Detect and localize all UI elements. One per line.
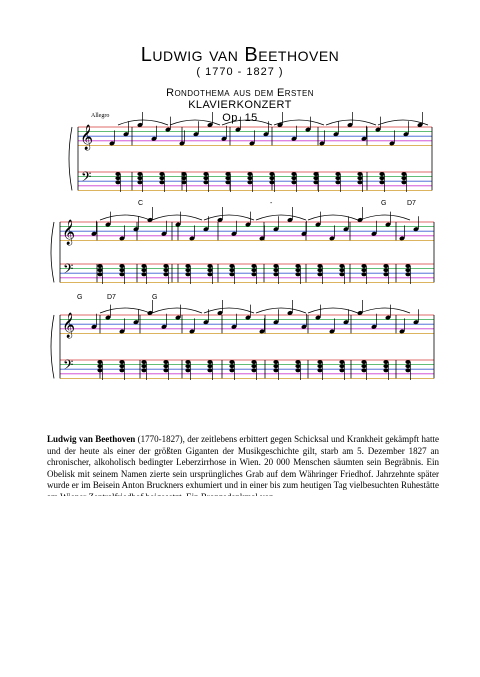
slur (360, 215, 410, 220)
composer-years: ( 1770 - 1827 ) (196, 66, 284, 78)
note-head (163, 360, 168, 364)
slur (204, 215, 254, 220)
note-head (405, 360, 410, 364)
note-head (115, 180, 120, 184)
note-head (229, 368, 234, 372)
note-head (203, 172, 208, 176)
brace (51, 315, 54, 378)
note-head (295, 364, 300, 368)
note-head (291, 176, 296, 180)
note-head (291, 172, 296, 176)
note-head (229, 268, 234, 272)
note-head (159, 180, 164, 184)
note-head (203, 176, 208, 180)
treble-clef-icon: 𝄞 (80, 125, 94, 150)
slurs (100, 120, 428, 313)
note-head (269, 180, 274, 184)
note-head (313, 172, 318, 176)
chord-label: G (77, 294, 83, 301)
note-head (357, 172, 362, 176)
note-head (251, 364, 256, 368)
note-head (251, 268, 256, 272)
note-head (339, 268, 344, 272)
note-head (229, 272, 234, 276)
note-head (207, 264, 212, 268)
note-head (207, 368, 212, 372)
note-head (317, 268, 322, 272)
note-head (97, 360, 102, 364)
note-head (225, 172, 230, 176)
note-head (273, 360, 278, 364)
note-head (361, 272, 366, 276)
note-head (163, 264, 168, 268)
note-head (295, 272, 300, 276)
note-head (401, 176, 406, 180)
note-head (185, 268, 190, 272)
note-head (295, 268, 300, 272)
note-head (163, 268, 168, 272)
chord-label: G (381, 200, 387, 207)
note-head (339, 272, 344, 276)
piece-subtitle: Rondothema aus dem Ersten (166, 87, 314, 99)
note-head (137, 172, 142, 176)
note-head (163, 364, 168, 368)
note-head (207, 272, 212, 276)
note-head (119, 360, 124, 364)
note-head (317, 368, 322, 372)
note-head (119, 368, 124, 372)
slur (308, 215, 358, 220)
note-head (97, 364, 102, 368)
bass-clef-icon: 𝄢 (63, 261, 74, 280)
note-head (181, 180, 186, 184)
slur (222, 120, 272, 125)
chord-label: - (270, 200, 273, 207)
note-head (163, 272, 168, 276)
note-head (119, 268, 124, 272)
note-head (247, 172, 252, 176)
note-head (361, 368, 366, 372)
note-head (251, 272, 256, 276)
note-head (185, 364, 190, 368)
note-head (357, 180, 362, 184)
note-head (361, 264, 366, 268)
brace (69, 127, 72, 190)
note-head (295, 360, 300, 364)
note-head (383, 264, 388, 268)
opus-number: Op. 15 (222, 112, 258, 124)
piece-subtitle-concerto: KLAVIERKONZERT (188, 99, 292, 111)
note-head (379, 172, 384, 176)
note-head (141, 272, 146, 276)
note-head (273, 368, 278, 372)
note-head (137, 180, 142, 184)
note-head (115, 172, 120, 176)
note-head (317, 264, 322, 268)
note-head (97, 272, 102, 276)
note-head (405, 264, 410, 268)
slur (360, 308, 410, 313)
note-head (339, 264, 344, 268)
tempo-marking: Allegro (91, 113, 110, 119)
note-head (291, 180, 296, 184)
note-head (317, 360, 322, 364)
bar-lines (51, 127, 434, 378)
staff-lines (60, 127, 434, 378)
note-head (207, 360, 212, 364)
brace (51, 222, 54, 282)
note-head (207, 364, 212, 368)
note-head (405, 272, 410, 276)
note-head (141, 264, 146, 268)
note-head (229, 264, 234, 268)
slur (118, 120, 168, 125)
chord-label: C (138, 200, 144, 207)
note-head (247, 176, 252, 180)
biography-paragraph (47, 434, 439, 504)
note-head (141, 364, 146, 368)
note-head (115, 176, 120, 180)
note-head (251, 360, 256, 364)
note-head (361, 360, 366, 364)
note-head (163, 368, 168, 372)
note-head (273, 264, 278, 268)
note-head (317, 272, 322, 276)
note-head (335, 180, 340, 184)
chord-label: G (152, 294, 158, 301)
note-head (185, 264, 190, 268)
slur (256, 308, 306, 313)
note-head (247, 180, 252, 184)
treble-clef-icon: 𝄞 (62, 220, 76, 245)
note-head (159, 176, 164, 180)
bass-clef-icon: 𝄢 (81, 169, 92, 188)
chord-label: D7 (407, 200, 416, 207)
note-head (273, 272, 278, 276)
note-head (185, 272, 190, 276)
note-head (405, 368, 410, 372)
clefs (62, 124, 93, 376)
note-head (405, 364, 410, 368)
note-head (335, 176, 340, 180)
composer-title: Ludwig van Beethoven (140, 44, 340, 66)
note-head (137, 176, 142, 180)
treble-clef-icon: 𝄞 (62, 313, 76, 338)
note-head (119, 264, 124, 268)
note-head (339, 364, 344, 368)
note-head (181, 172, 186, 176)
note-head (225, 176, 230, 180)
biography-text: (1770-1827), der zeitlebens erbittert gegen Schicksal und Krankheit gekämpft hatte und der heute als einer der größten Giganten der Musikgeschichte gilt, starb am 5. Dezember 1827 an chronischer, alkoholisch bedingter Leberzirrhose in Wien. 20 000 Menschen säumten sein Begräbnis. Ein Obelisk mit seinem Namen zierte sein ursprüngliches Grab auf dem Währinger Friedhof. Jahrzehnte später wurde er im Beisein Anton Bruckners exhumiert und in einer bis zum heutigen Tag vielbesuchten Ruhestätte (47, 434, 440, 491)
note-head (181, 176, 186, 180)
note-head (383, 364, 388, 368)
note-head (313, 176, 318, 180)
note-head (317, 364, 322, 368)
note-head (339, 360, 344, 364)
note-head (185, 368, 190, 372)
note-head (119, 364, 124, 368)
slur (100, 215, 150, 220)
note-head (313, 180, 318, 184)
note-head (401, 180, 406, 184)
note-head (141, 360, 146, 364)
note-head (159, 172, 164, 176)
note-head (295, 368, 300, 372)
slur (152, 308, 202, 313)
note-head (119, 272, 124, 276)
note-head (97, 264, 102, 268)
note-head (185, 360, 190, 364)
note-head (141, 368, 146, 372)
note-head (361, 268, 366, 272)
note-head (141, 268, 146, 272)
note-head (225, 180, 230, 184)
slur (256, 215, 306, 220)
note-head (405, 268, 410, 272)
note-head (97, 268, 102, 272)
note-head (273, 364, 278, 368)
note-head (383, 272, 388, 276)
note-head (379, 176, 384, 180)
note-head (273, 268, 278, 272)
note-heads (91, 112, 423, 380)
note-head (269, 176, 274, 180)
note-head (335, 172, 340, 176)
page-cut-mask (40, 496, 460, 510)
note-head (379, 180, 384, 184)
slur (152, 215, 202, 220)
note-head (207, 268, 212, 272)
note-head (339, 368, 344, 372)
slur (204, 308, 254, 313)
note-head (383, 360, 388, 364)
note-head (401, 172, 406, 176)
note-head (295, 264, 300, 268)
slur (308, 308, 358, 313)
note-head (97, 368, 102, 372)
note-head (383, 268, 388, 272)
slur (100, 308, 150, 313)
note-head (203, 180, 208, 184)
bass-clef-icon: 𝄢 (63, 357, 74, 376)
note-head (357, 176, 362, 180)
note-head (269, 172, 274, 176)
chord-label: D7 (107, 294, 116, 301)
biography-name: Ludwig van Beethoven (47, 434, 136, 444)
note-head (383, 368, 388, 372)
note-head (229, 360, 234, 364)
note-head (229, 364, 234, 368)
note-head (251, 264, 256, 268)
note-head (251, 368, 256, 372)
note-head (361, 364, 366, 368)
